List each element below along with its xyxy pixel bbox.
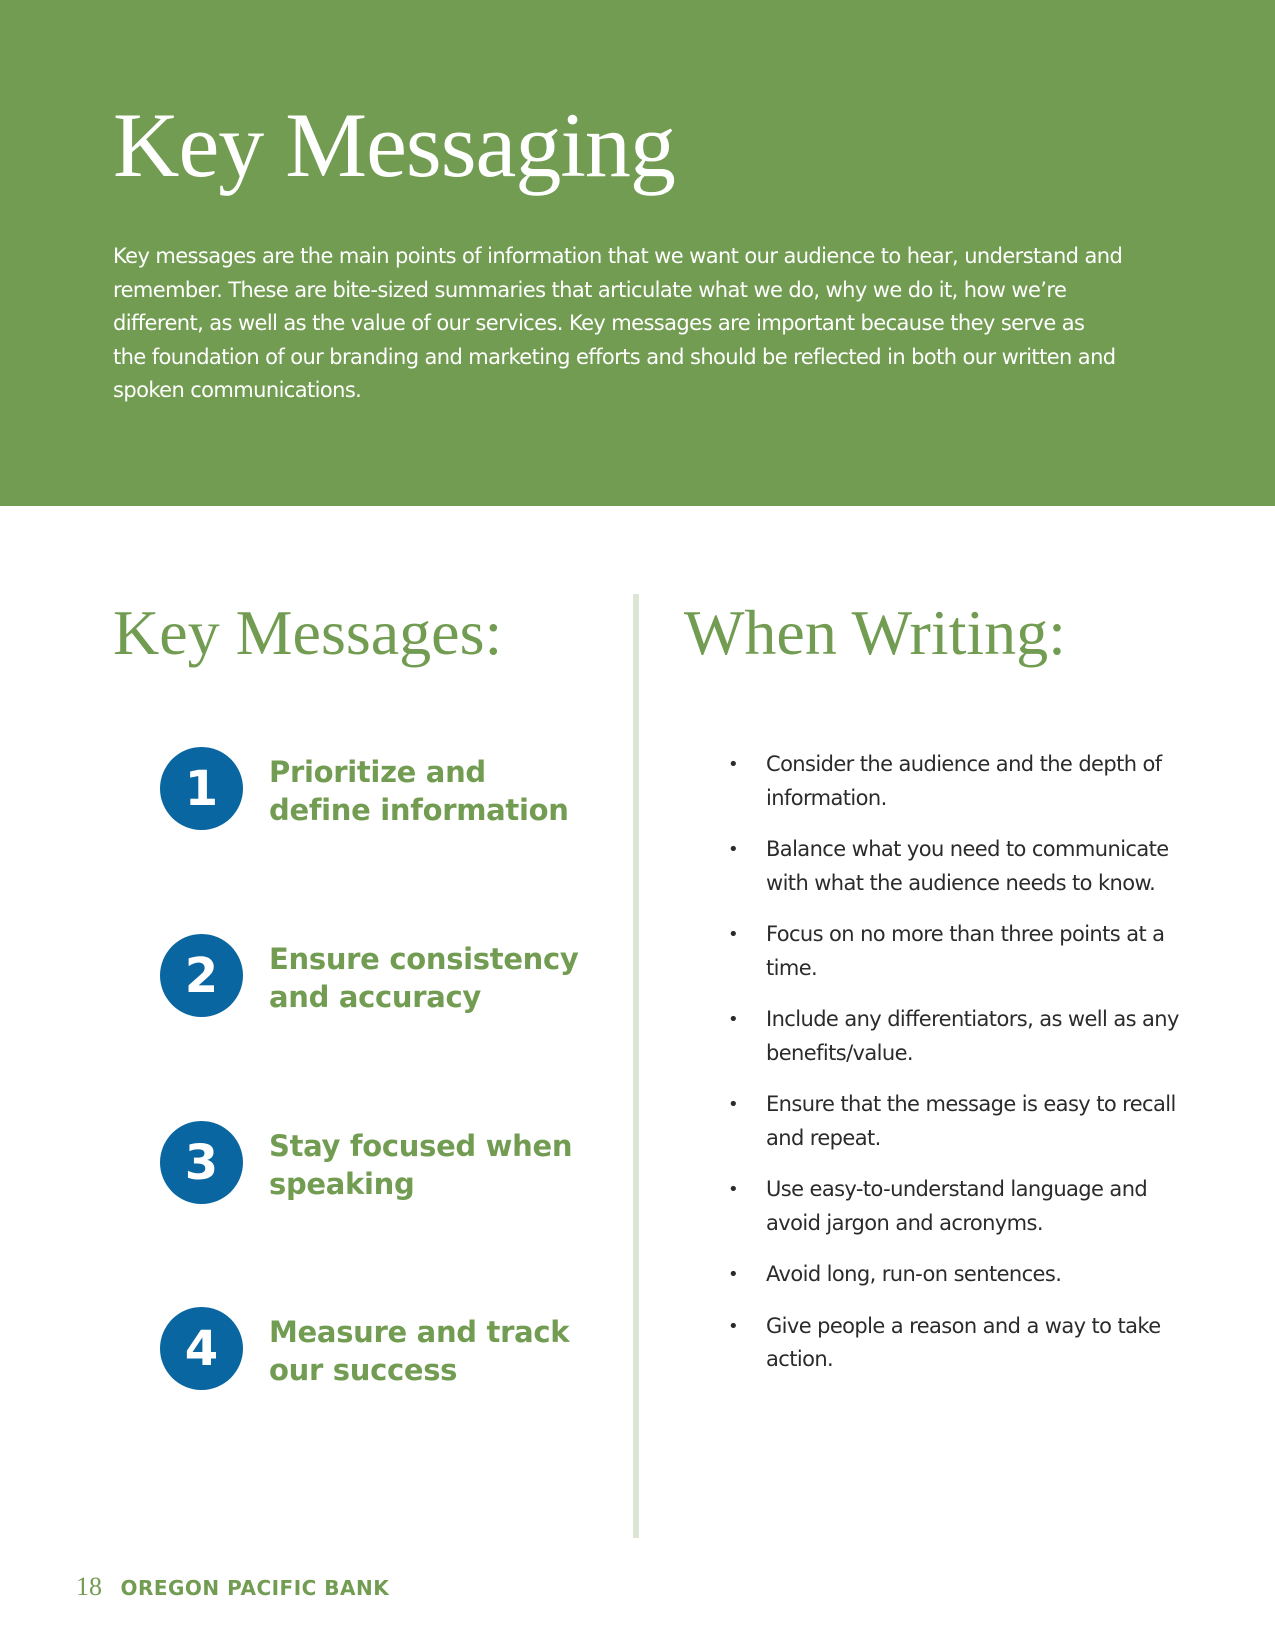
intro-paragraph: Key messages are the main points of information that we want our audience to hear, understand and remember. These are bite-sized summaries that articulate what we do, why we do it, how we’re different, as well as the value of our services. Key messages are important because they serve as the foundation of our branding and marketing efforts and should be reflected in both our written and spoken communications. [113, 244, 1123, 402]
list-item [726, 833, 1186, 900]
list-item [726, 1173, 1186, 1240]
key-message-label: Ensure consistency and accuracy [269, 942, 579, 1014]
bullet-icon: • [728, 1009, 739, 1030]
list-item [726, 918, 1186, 985]
key-message-item [160, 1121, 580, 1205]
key-message-label: Stay focused when speaking [269, 1129, 573, 1201]
number-badge: 2 [160, 934, 243, 1017]
writing-tips-list [726, 748, 1186, 1395]
key-message-label: Prioritize and define information [269, 755, 569, 827]
key-message-item [160, 747, 580, 831]
list-item [726, 748, 1186, 815]
list-item [726, 1258, 1186, 1292]
column-divider [633, 594, 639, 1538]
bullet-icon: • [728, 1264, 739, 1285]
page-footer [76, 1572, 389, 1602]
tip-text: Avoid long, run-on sentences. [766, 1262, 1062, 1286]
bullet-icon: • [728, 1179, 739, 1200]
number-badge: 1 [160, 747, 243, 830]
key-message-item [160, 1307, 580, 1391]
header-banner [0, 0, 1275, 506]
tip-text: Include any differentiators, as well as any benefits/value. [766, 1007, 1179, 1065]
list-item [726, 1088, 1186, 1155]
page-number: 18 [76, 1572, 102, 1601]
brand-name: OREGON PACIFIC BANK [120, 1576, 390, 1600]
number-badge: 4 [160, 1307, 243, 1390]
list-item [726, 1310, 1186, 1377]
bullet-icon: • [728, 1315, 739, 1337]
bullet-icon: • [728, 1094, 739, 1115]
number-badge: 3 [160, 1121, 243, 1204]
tip-text: Consider the audience and the depth of information. [766, 752, 1162, 810]
tip-text: Use easy-to-understand language and avoid jargon and acronyms. [766, 1177, 1148, 1235]
tip-text: Give people a reason and a way to take action. [766, 1313, 1161, 1371]
bullet-icon: • [728, 924, 739, 945]
tip-text: Ensure that the message is easy to recall and repeat. [766, 1092, 1176, 1150]
list-item [726, 1003, 1186, 1070]
tip-text: Balance what you need to communicate with what the audience needs to know. [766, 837, 1169, 895]
page-title: Key Messaging [113, 94, 675, 196]
tip-text: Focus on no more than three points at a time. [766, 922, 1165, 980]
key-messages-heading: Key Messages: [113, 597, 503, 668]
bullet-icon: • [728, 754, 739, 775]
bullet-icon: • [728, 839, 739, 860]
key-message-item [160, 934, 580, 1018]
key-message-label: Measure and track our success [269, 1315, 570, 1387]
when-writing-heading: When Writing: [684, 597, 1066, 668]
